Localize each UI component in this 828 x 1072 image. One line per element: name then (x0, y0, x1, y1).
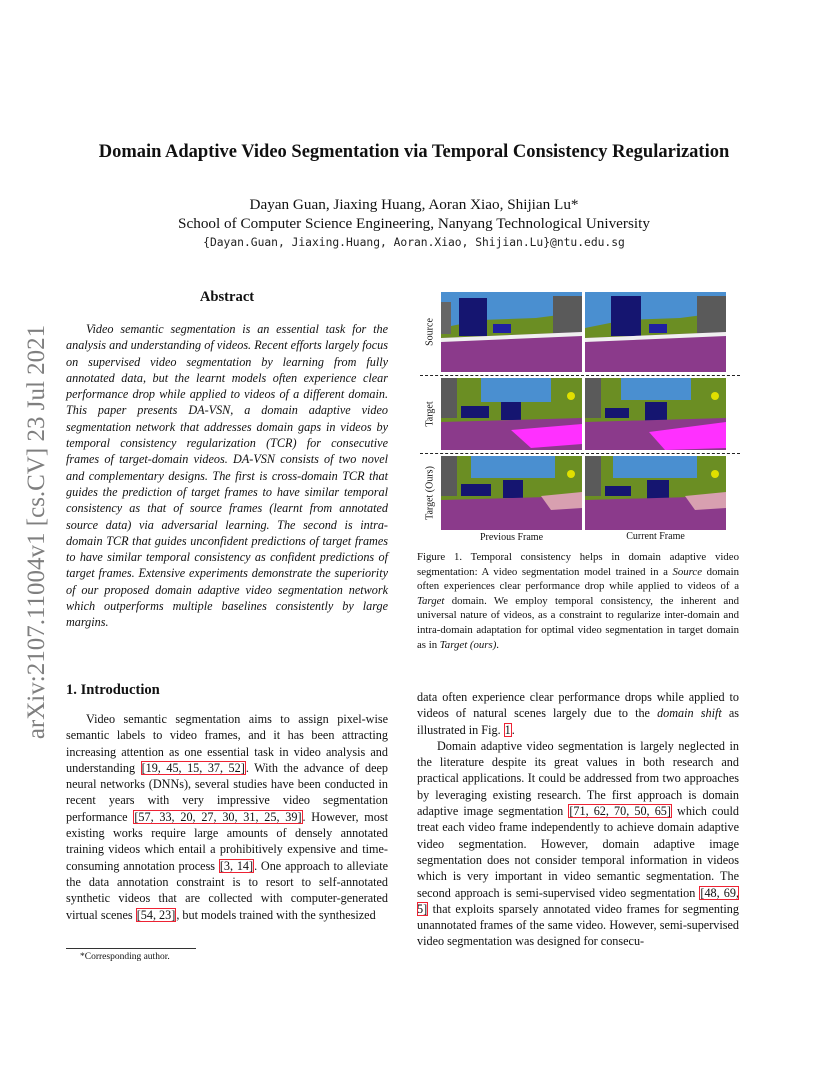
abstract-heading: Abstract (199, 289, 255, 305)
col-label-previous: Previous Frame (479, 532, 544, 543)
row-label-text: Source (424, 318, 436, 346)
text-run: . (511, 722, 515, 737)
text-run: Source (672, 565, 703, 578)
arxiv-stamp-text: arXiv:2107.11004v1 [cs.CV] 23 Jul 2021 (23, 324, 50, 740)
target-ours-previous-frame (441, 456, 582, 530)
affiliation: School of Computer Science Engineering, Nanyang Technological University (178, 215, 650, 232)
source-current-frame (585, 292, 726, 372)
text-run: Target (ours) (439, 638, 497, 651)
text-run: domain. We employ temporal consistency, the inherent and universal nature of videos, as a constraint to regularize inter-domain and intra-domain adaptation for optimal video segmentation in target domain as in (417, 594, 739, 651)
continuation-paragraph (417, 689, 739, 738)
text-run: Domain adaptive video segmentation is largely neglected in the literature despite its great values in both research and practical applications. It could be addressed from two approaches by leveraging existing research. The first approach is domain adaptive image segmentation (417, 738, 739, 819)
text-run: . (496, 638, 499, 651)
citation-link[interactable]: [71, 62, 70, 50, 65] (569, 804, 671, 819)
arxiv-stamp (22, 297, 52, 767)
citation-link[interactable]: [48, 69, 5] (417, 885, 739, 916)
abstract-body (66, 321, 388, 631)
text-run: Target (417, 594, 445, 607)
intro-body (66, 711, 388, 923)
text-run: , but models trained with the synthesized (176, 907, 376, 922)
text-run: . However, most existing works require large amounts of densely annotated training videos which entail a prohibitively expensive and time-consuming annotation process (66, 809, 388, 873)
text-run: that exploits sparsely annotated video frames for segmenting unannotated frames of the same video. However, semi-supervised video segmentation was designed for consecu- (417, 901, 739, 949)
footnote-rule (66, 948, 196, 949)
citation-link[interactable]: [57, 33, 20, 27, 30, 31, 25, 39] (134, 809, 302, 824)
target-ours-current-frame (585, 456, 726, 530)
row-label-text: Target (Ours) (424, 466, 436, 520)
text-run: which could treat each video frame independently to achieve domain adaptive video segmentation. However, domain adaptive image segmentation does not consider temporal information in videos which is very important in video semantic segmentation. The second approach is semi-supervised video segmentation (417, 804, 739, 900)
text-run: domain often experiences clear performance drop while applied to videos of a (417, 565, 739, 593)
text-run: domain shift (657, 706, 722, 721)
row-label-target-ours (421, 456, 439, 530)
text-run: Figure 1. Temporal consistency helps in domain adaptive video segmentation: A video segmentation model trained in a (417, 551, 739, 578)
intro-heading: 1. Introduction (66, 682, 160, 698)
source-previous-frame (441, 292, 582, 372)
abstract-text: Video semantic segmentation is an essential task for the analysis and understanding of videos. Recent efforts largely focus on supervised video segmentation by learning from fully annotated data, but the learnt models often experience clear performance drop while applied to videos of a different domain. This paper presents DA-VSN, a domain adaptive video segmentation network that addresses domain gaps in videos by temporal consistency regularization (TCR) for consecutive frames of target-domain videos. DA-VSN consists of two novel and complementary designs. The first is cross-domain TCR that guides the prediction of target frames to have similar temporal consistency as that of source frames (learnt from annotated source data) via adversarial learning. The second is intra-domain TCR that guides unconfident predictions of target frames to have similar temporal consistency as confident predictions of target frames. Extensive experiments demonstrate the superiority of our proposed domain adaptive video segmentation network which outperforms multiple baselines consistently by large margins. (66, 322, 388, 630)
body-paragraph (417, 738, 739, 950)
right-column-body (417, 689, 739, 950)
figure-divider (420, 375, 740, 376)
author-emails: {Dayan.Guan, Jiaxing.Huang, Aoran.Xiao, Shijian.Lu}@ntu.edu.sg (203, 236, 625, 249)
row-label-text: Target (424, 401, 436, 427)
text-run: Video semantic segmentation aims to assign pixel-wise semantic labels to video frames, and it has been attracting increasing attention as one essential task in video analysis and understanding (66, 712, 388, 775)
footnote: *Corresponding author. (80, 952, 170, 962)
text-run: data often experience clear performance drops while applied to videos of natural scenes largely due to the (417, 690, 739, 721)
text-run: as illustrated in Fig. (417, 706, 739, 737)
figure-ref-link[interactable]: 1 (504, 722, 511, 737)
paper-title: Domain Adaptive Video Segmentation via Temporal Consistency Regularization (98, 142, 730, 162)
col-label-current: Current Frame (626, 531, 685, 542)
figure-divider (420, 453, 740, 454)
citation-link[interactable]: [3, 14] (219, 858, 254, 873)
citation-link[interactable]: [19, 45, 15, 37, 52] (141, 760, 245, 775)
author-list: Dayan Guan, Jiaxing Huang, Aoran Xiao, Shijian Lu* (249, 196, 579, 213)
intro-paragraph (66, 711, 388, 923)
row-label-source (421, 292, 439, 372)
row-label-target (421, 378, 439, 450)
target-previous-frame (441, 378, 582, 450)
text-run: . One approach to alleviate the data annotation constraint is to resort to self-annotated synthetic videos that are collected with computer-generated virtual scenes (66, 858, 388, 922)
figure-caption (417, 550, 739, 652)
text-run: . With the advance of deep neural networks (DNNs), several studies have been conducted in recent years with very impressive video segmentation performance (66, 760, 388, 824)
target-current-frame (585, 378, 726, 450)
citation-link[interactable]: [54, 23] (136, 907, 176, 922)
